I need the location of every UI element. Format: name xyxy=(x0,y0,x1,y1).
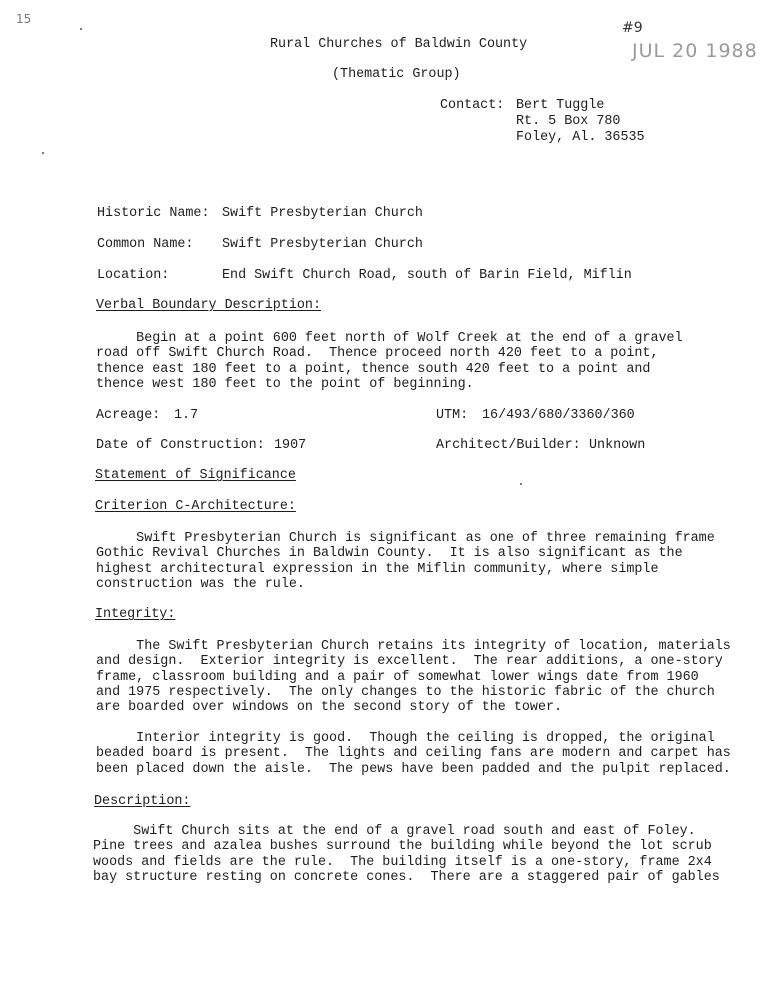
document-number: #9 xyxy=(622,20,643,36)
criterion-paragraph: Swift Presbyterian Church is significant as one of three remaining frame Gothic Revival Churches in Baldwin County. It is also significant as the highest architectural expression in the Miflin community, where simple construction was the rule. xyxy=(96,531,715,592)
date-of-construction-label: Date of Construction: xyxy=(96,438,265,453)
acreage-value: 1.7 xyxy=(174,408,199,423)
description-heading: Description: xyxy=(94,794,191,809)
boundary-heading: Verbal Boundary Description: xyxy=(96,298,321,313)
contact-address-line2: Foley, Al. 36535 xyxy=(516,130,645,145)
acreage-label: Acreage: xyxy=(96,408,161,423)
architect-label: Architect/Builder: xyxy=(436,438,581,453)
utm-value: 16/493/680/3360/360 xyxy=(482,408,635,423)
historic-name-value: Swift Presbyterian Church xyxy=(222,206,423,221)
margin-note: 15 xyxy=(16,12,32,26)
contact-label: Contact: xyxy=(440,98,505,113)
contact-address-line1: Rt. 5 Box 780 xyxy=(516,114,621,129)
location-label: Location: xyxy=(97,268,170,283)
document-subtitle: (Thematic Group) xyxy=(332,67,461,82)
significance-heading: Statement of Significance xyxy=(95,468,296,483)
location-value: End Swift Church Road, south of Barin Field, Miflin xyxy=(222,268,632,283)
criterion-heading: Criterion C-Architecture: xyxy=(95,499,296,514)
document-title: Rural Churches of Baldwin County xyxy=(270,37,528,52)
contact-name: Bert Tuggle xyxy=(516,98,605,113)
architect-value: Unknown xyxy=(589,438,646,453)
integrity-paragraph-2: Interior integrity is good. Though the ceiling is dropped, the original beaded board is present. The lights and ceiling fans are modern and carpet has been placed down the aisle. The pews have been padded and the pulpit replaced. xyxy=(96,731,731,777)
speck xyxy=(42,152,44,154)
utm-label: UTM: xyxy=(436,408,469,423)
speck xyxy=(80,28,82,30)
description-paragraph: Swift Church sits at the end of a gravel road south and east of Foley. Pine trees and azalea bushes surround the building while beyond the lot scrub woods and fields are the rule. The building itself is a one-story, frame 2x4 bay structure resting on concrete cones. There are a staggered pair of gables xyxy=(93,824,720,885)
date-stamp: JUL 20 1988 xyxy=(632,40,758,62)
speck xyxy=(520,483,522,485)
common-name-label: Common Name: xyxy=(97,237,194,252)
historic-name-label: Historic Name: xyxy=(97,206,210,221)
boundary-paragraph: Begin at a point 600 feet north of Wolf Creek at the end of a gravel road off Swift Church Road. Thence proceed north 420 feet to a point, thence east 180 feet to a point, thence south 420 feet to a point and thence west 180 feet to the point of beginning. xyxy=(96,331,683,392)
date-of-construction-value: 1907 xyxy=(274,438,307,453)
common-name-value: Swift Presbyterian Church xyxy=(222,237,423,252)
integrity-heading: Integrity: xyxy=(95,607,176,622)
integrity-paragraph-1: The Swift Presbyterian Church retains its integrity of location, materials and design. Exterior integrity is excellent. The rear additions, a one-story frame, classroom building and a pair of somewhat lower wings date from 1960 and 1975 respectively. The only changes to the historic fabric of the church are boarded over windows on the second story of the tower. xyxy=(96,639,731,716)
